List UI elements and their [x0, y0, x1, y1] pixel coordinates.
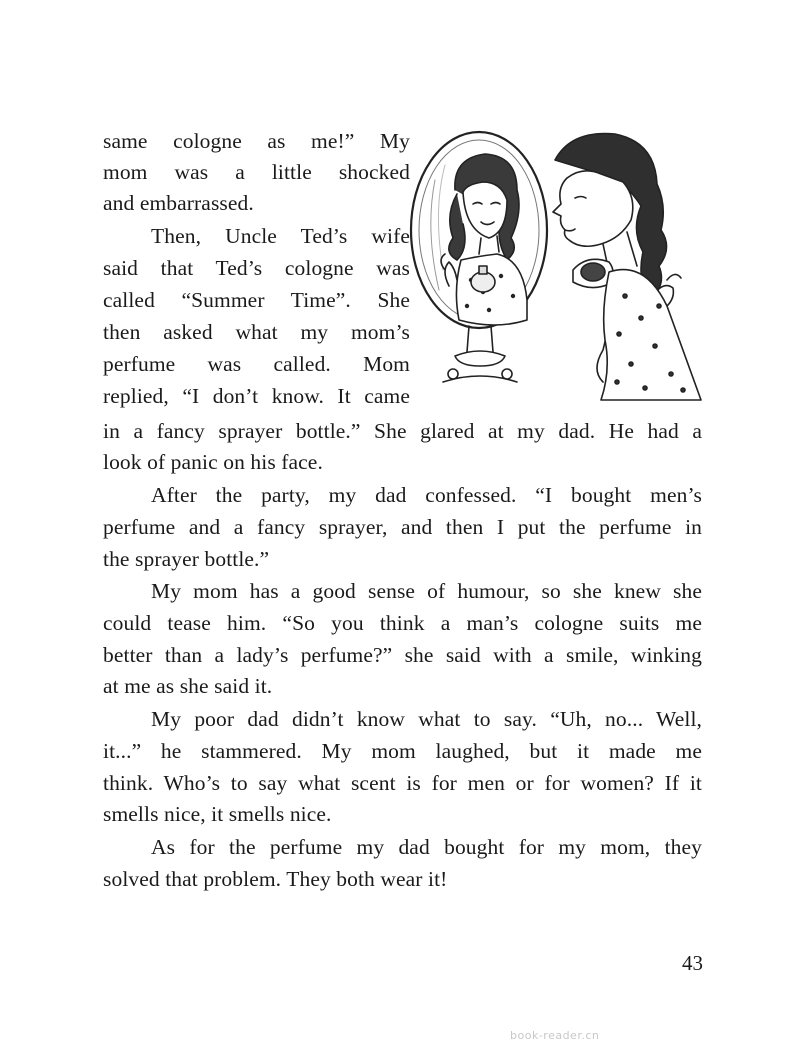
mirror-perfume-illustration-icon [405, 120, 705, 410]
page-number: 43 [682, 951, 703, 975]
text-line: My poor dad didn’t know what to say. “Uh, no... Well, [151, 707, 702, 731]
text-line: smells nice, it smells nice. [103, 802, 332, 826]
text-line: the sprayer bottle.” [103, 547, 270, 571]
text-line: perfume was called. Mom [103, 352, 410, 376]
text-line: My mom has a good sense of humour, so she knew she [151, 579, 702, 603]
text-line: called “Summer Time”. She [103, 288, 410, 312]
text-line: solved that problem. They both wear it! [103, 867, 448, 891]
text-line: Then, Uncle Ted’s wife [151, 224, 410, 248]
text-line: same cologne as me!” My [103, 129, 410, 153]
text-line: better than a lady’s perfume?” she said with a smile, winking [103, 643, 702, 667]
text-line: look of panic on his face. [103, 450, 323, 474]
text-line: in a fancy sprayer bottle.” She glared at my dad. He had a [103, 419, 702, 443]
watermark: book-reader.cn [510, 1029, 600, 1042]
text-line: at me as she said it. [103, 674, 273, 698]
text-line: replied, “I don’t know. It came [103, 384, 410, 408]
text-line: and embarrassed. [103, 191, 254, 215]
text-line: think. Who’s to say what scent is for men or for women? If it [103, 771, 702, 795]
text-line: As for the perfume my dad bought for my mom, they [151, 835, 702, 859]
text-line: then asked what my mom’s [103, 320, 410, 344]
text-line: could tease him. “So you think a man’s cologne suits me [103, 611, 702, 635]
text-line: After the party, my dad confessed. “I bought men’s [151, 483, 702, 507]
text-line: said that Ted’s cologne was [103, 256, 410, 280]
text-line: mom was a little shocked [103, 160, 410, 184]
text-line: it...” he stammered. My mom laughed, but it made me [103, 739, 702, 763]
text-line: perfume and a fancy sprayer, and then I put the perfume in [103, 515, 702, 539]
